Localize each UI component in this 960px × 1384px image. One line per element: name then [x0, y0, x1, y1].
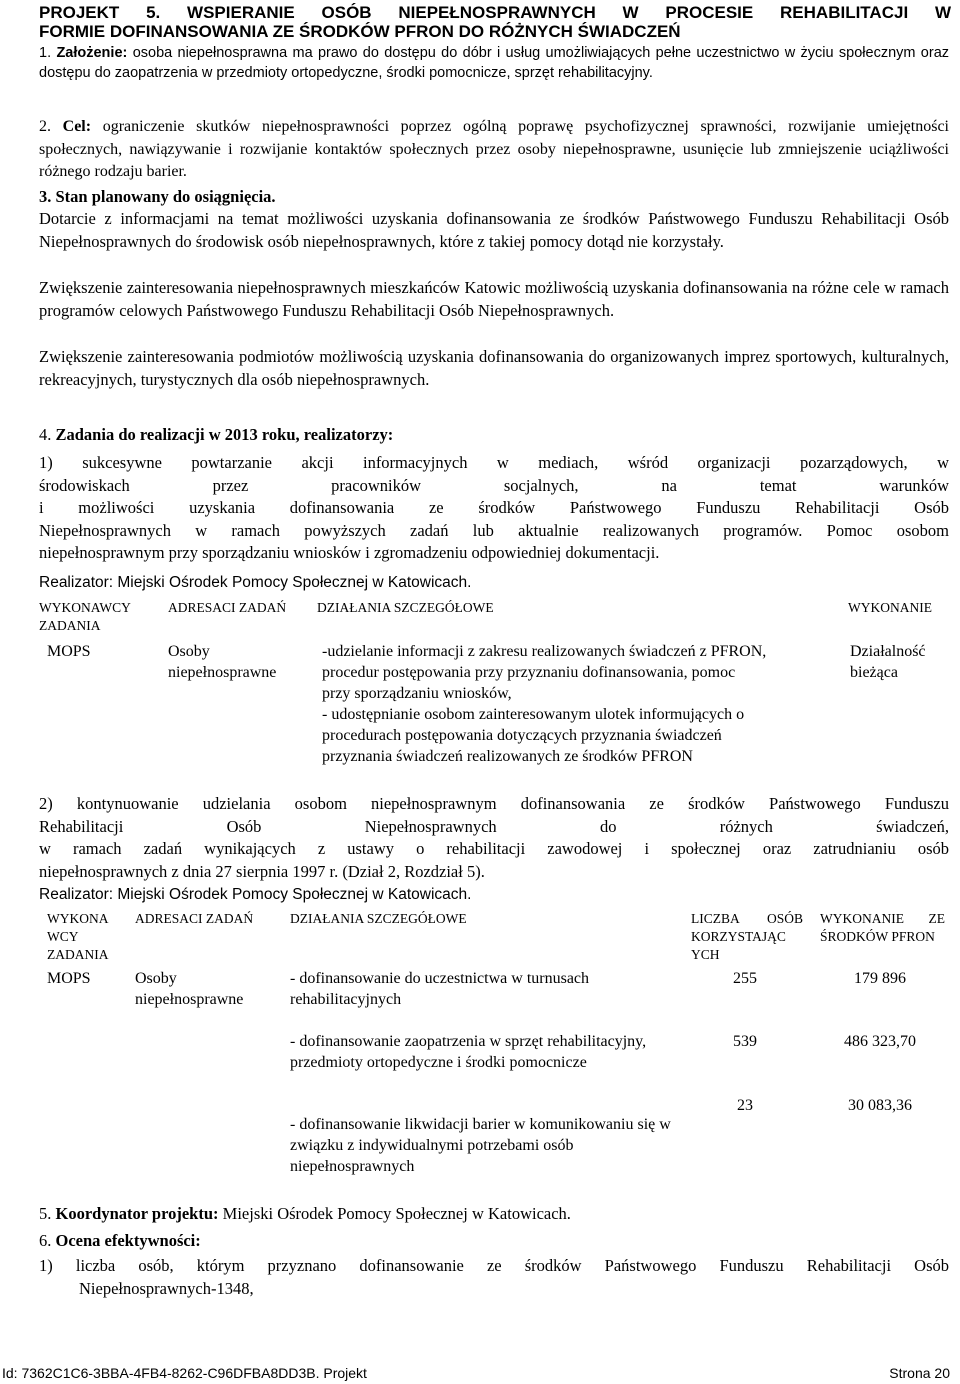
section-1-text: osoba niepełnosprawna ma prawo do dostępu do dóbr i usług umożliwiających pełne uczestnictwo w życiu społecznym oraz dostępu do zaopatrzenia w przedmioty ortopedyczne, środki pomocnicze, sprzęt rehabilitacyjny. [39, 45, 950, 81]
table-2-header-executor: WYKONA WCY ZADANIA [47, 911, 109, 962]
table-2-addressees: Osoby niepełnosprawne [135, 970, 244, 1008]
table-2-row-action: - dofinansowanie zaopatrzenia w sprzęt rehabilitacyjny, przedmioty ortopedyczne i środki pomocnicze [290, 1033, 647, 1071]
section-5-label: Koordynator projektu: [55, 1204, 219, 1223]
table-1-action-line: przyznania świadczeń realizowanych ze środków PFRON [322, 748, 693, 765]
table-1-header-execution: WYKONANIE [848, 600, 932, 615]
section-3-heading: 3. Stan planowany do osiągnięcia. [39, 187, 276, 206]
title-line-1: PROJEKT 5. WSPIERANIE OSÓB NIEPEŁNOSPRAWNYCH W PROCESIE REHABILITACJI W [39, 3, 951, 22]
section-2 [39, 116, 949, 184]
table-2-row-amount: 179 896 [854, 970, 906, 987]
task-2-line: Rehabilitacji Osób Niepełnosprawnych do różnych świadczeń, [39, 816, 949, 836]
section-4-number: 4. [39, 425, 52, 444]
table-1-addressees: Osoby niepełnosprawne [168, 643, 277, 681]
task-1-line: niepełnosprawnym przy sporządzaniu wniosków i zgromadzeniu odpowiedniej dokumentacji. [39, 543, 660, 562]
table-1-actions [322, 641, 842, 767]
section-6-label: Ocena efektywności: [55, 1231, 201, 1250]
footer-document-id: Id: 7362C1C6-3BBA-4FB4-8262-C96DFBA8DD3B. Projekt [2, 1365, 367, 1381]
page-title [39, 3, 951, 41]
task-1-line: 1) sukcesywne powtarzanie akcji informacyjnych w mediach, wśród organizacji pozarządowych, w [39, 453, 949, 472]
section-1-number: 1. [39, 45, 52, 61]
section-6-item-1 [39, 1255, 949, 1300]
table-2-row-action: - dofinansowanie do uczestnictwa w turnusach rehabilitacyjnych [290, 970, 590, 1008]
table-2-executor: MOPS [47, 970, 91, 987]
table-1-action-line: procedur postępowania przy przyznaniu dofinansowania, pomoc [322, 664, 736, 681]
table-2-row-amount: 486 323,70 [844, 1033, 916, 1050]
table-1-action-line: - udostępnianie osobom zainteresowanym ulotek informujących o [322, 706, 745, 723]
table-1-executor: MOPS [47, 643, 91, 660]
title-line-2: FORMIE DOFINANSOWANIA ZE ŚRODKÓW PFRON DO RÓŻNYCH ŚWIADCZEŃ [39, 22, 681, 41]
task-1-realizator: Realizator: Miejski Ośrodek Pomocy Społecznej w Katowicach. [39, 574, 472, 591]
section-3-paragraph-3: Zwiększenie zainteresowania podmiotów możliwością uzyskania dofinansowania do organizowanych imprez sportowych, kulturalnych, rekreacyjnych, turystycznych dla osób niepełnosprawnych. [39, 347, 949, 389]
task-2-line: niepełnosprawnych z dnia 27 sierpnia 1997 r. (Dział 2, Rozdział 5). [39, 861, 485, 881]
task-1-line: środowiskach przez pracowników socjalnych, na temat warunków [39, 475, 949, 495]
task-2-description [39, 793, 949, 883]
section-2-number: 2. [39, 118, 51, 135]
table-2-header-count: LICZBA OSÓB KORZYSTAJĄC YCH [691, 911, 803, 962]
table-1-action-line: -udzielanie informacji z zakresu realizowanych świadczeń z PFRON, [322, 643, 767, 660]
task-1-line: Niepełnosprawnych w ramach powyższych zadań lub aktualnie realizowanych programów. Pomoc osobom [39, 520, 949, 540]
table-2-row-count: 539 [733, 1033, 757, 1050]
task-1-line: i możliwości uzyskania dofinansowania ze środków Państwowego Funduszu Rehabilitacji Osób [39, 498, 949, 517]
section-2-label: Cel: [62, 118, 92, 135]
table-1-action-line: procedurach postępowania dotyczących przyznania świadczeń [322, 727, 722, 744]
table-2-header-addressees: ADRESACI ZADAŃ [135, 911, 254, 926]
section-6-line-2: Niepełnosprawnych-1348, [79, 1278, 254, 1298]
table-1-header-actions: DZIAŁANIA SZCZEGÓŁOWE [317, 600, 494, 615]
section-4-heading [39, 424, 949, 447]
table-2-row-count: 255 [733, 970, 757, 987]
table-2-row-amount: 30 083,36 [848, 1097, 912, 1114]
task-2-line: w ramach zadań wynikających z ustawy o rehabilitacji zawodowej i społecznej oraz zatrudnianiu osób [39, 839, 949, 858]
task-2-line: 2) kontynuowanie udzielania osobom niepełnosprawnym dofinansowania ze środków Państwowego Funduszu [39, 794, 949, 813]
table-1-header-executor: WYKONAWCY ZADANIA [39, 600, 131, 633]
footer-page-number: Strona 20 [889, 1365, 950, 1381]
table-2-row-count: 23 [737, 1097, 753, 1114]
section-1-label: Założenie: [56, 45, 128, 61]
section-4-title: Zadania do realizacji w 2013 roku, realizatorzy: [55, 425, 394, 444]
section-5 [39, 1203, 949, 1226]
table-2-header-actions: DZIAŁANIA SZCZEGÓŁOWE [290, 911, 467, 926]
task-2-realizator: Realizator: Miejski Ośrodek Pomocy Społecznej w Katowicach. [39, 886, 472, 903]
section-1 [39, 43, 949, 83]
section-6-number: 6. [39, 1231, 52, 1250]
section-5-text: Miejski Ośrodek Pomocy Społecznej w Katowicach. [222, 1204, 571, 1223]
table-1-header-addressees: ADRESACI ZADAŃ [168, 600, 287, 615]
task-1-description [39, 452, 949, 565]
table-2-row-action: - dofinansowanie likwidacji barier w komunikowaniu się w związku z indywidualnymi potrzebami osób niepełnosprawnych [290, 1116, 671, 1175]
table-2-header-amount: WYKONANIE ZE ŚRODKÓW PFRON [820, 911, 945, 944]
table-1-execution: Działalność bieżąca [850, 643, 926, 681]
section-5-number: 5. [39, 1204, 52, 1223]
section-6-line-1: 1) liczba osób, którym przyznano dofinansowanie ze środków Państwowego Funduszu Rehabilitacji Osób [39, 1256, 949, 1275]
section-2-text: ograniczenie skutków niepełnosprawności poprzez ogólną poprawę psychofizycznej sprawności, rozwijanie umiejętności społecznych, nawiązywanie i rozwijanie kontaktów społecznych przez osoby niepełnosprawne, usunięcie lub zmniejszenie uciążliwości różnego rodzaju barier. [39, 118, 949, 180]
table-1-action-line: przy sporządzaniu wniosków, [322, 685, 512, 702]
section-6 [39, 1230, 949, 1253]
section-3-paragraph-1: Dotarcie z informacjami na temat możliwości uzyskania dofinansowania ze środków Państwowego Funduszu Rehabilitacji Osób Niepełnosprawnych do środowisk osób niepełnosprawnych, które z takiej pomocy dotąd nie korzystały. [39, 209, 949, 251]
section-3-paragraph-2: Zwiększenie zainteresowania niepełnosprawnych mieszkańców Katowic możliwością uzyskania dofinansowania na różne cele w ramach programów celowych Państwowego Funduszu Rehabilitacji Osób Niepełnosprawnych. [39, 278, 949, 320]
